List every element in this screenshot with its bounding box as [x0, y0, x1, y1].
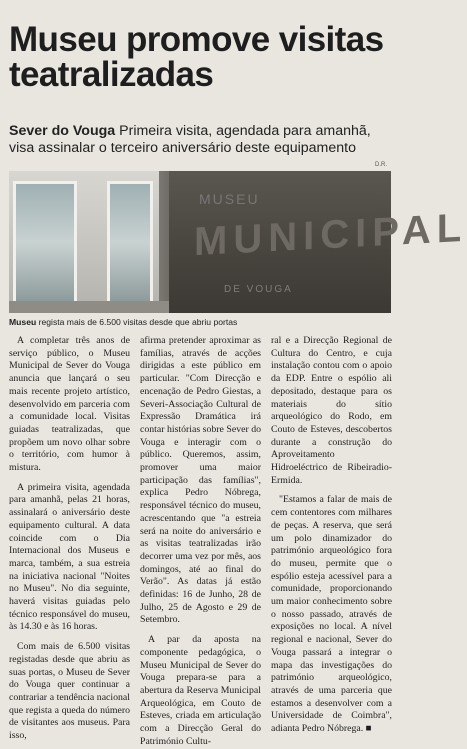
photo-window: [107, 181, 153, 305]
text-column-1: [9, 335, 130, 742]
sign-bottom-text: DE VOUGA: [224, 284, 293, 295]
lead-text: Primeira visita, agendada para amanhã, visa assinalar o terceiro aniversário deste equipamento: [9, 123, 371, 156]
lead-paragraph: [9, 123, 391, 157]
text-column-2: [140, 335, 261, 747]
paragraph: "Estamos a falar de mais de cem contentores com milhares de peças. A reserva, que será um polo dinamizador do património arqueológico fora do museu, permite que o espólio esteja acessível para a comunidade, proporcionando um maior conhecimento sobre o nosso passado, através de exposições no local. A nível regional e nacional, Sever do Vouga passará a integrar o mapa das investigações do património arqueológico, através de uma parceria que estamos a desenvolver com a Universidade de Coimbra", adianta Pedro Nóbrega. ■: [271, 494, 392, 735]
paragraph: Com mais de 6.500 visitas registadas desde que abriu as suas portas, o Museu de Sever do Vouga quer continuar a contrariar a tendência nacional que regista a queda do número de visitantes aos museus. Para isso,: [9, 641, 130, 742]
photo-credit: D.R.: [375, 162, 387, 168]
paragraph: ral e a Direcção Regional de Cultura do Centro, e cuja instalação contou com o apoio da EDP. Entre o espólio ali depositado, destaque para os materiais do sítio arqueológico do Rodo, em Couto de Esteves, descobertos durante a construção do Aproveitamento Hidroeléctrico de Ribeiradio-Ermida.: [271, 335, 392, 486]
photo-floor: [9, 301, 169, 313]
article-photo: [9, 171, 467, 313]
sign-text: MUNICIPAL: [194, 205, 467, 265]
paragraph: A completar três anos de serviço público, o Museu Municipal de Sever do Vouga anuncia que lançará o seu mais recente projeto artístico, desenvolvido em parceria com a comunidade local. Visitas guiadas teatralizadas, que propõem um novo olhar sobre o território, com humor à mistura.: [9, 335, 130, 474]
photo-caption: [9, 317, 391, 328]
paragraph: A par da aposta na componente pedagógica, o Museu Municipal de Sever do Vouga prepara-se para a abertura da Reserva Municipal Arqueológica, em Couto de Esteves, criada em articulação com a Direcção Geral do Património Cultu-: [140, 634, 261, 747]
photo-window: [13, 181, 77, 305]
paragraph: A primeira visita, agendada para amanhã, pelas 21 horas, assinalará o aniversário deste equipamento cultural. A data coincide com o Dia Internacional dos Museus e marca, também, a sua estreia na iniciativa nacional "Noites no Museu". No dia seguinte, haverá visitas guiadas pelo técnico responsável do museu, às 14.30 e às 16 horas.: [9, 481, 130, 633]
sign-small-text: MUSEU: [199, 191, 260, 207]
lead-place: Sever do Vouga: [9, 123, 116, 139]
text-column-3: [271, 335, 392, 735]
caption-text: regista mais de 6.500 visitas desde que abriu portas: [38, 317, 238, 327]
paragraph: afirma pretender aproximar as famílias, através de acções dirigidas a este público em particular. "Com Direcção e encenação de Pedro Giestas, a Severi-Associação Cultural de Expressão Dramática irá contar histórias sobre Sever do Vouga e interagir com o público. Queremos, assim, promover uma maior participação das famílias", explica Pedro Nóbrega, responsável técnico do museu, acrescentando que "a estreia será na noite do aniversário e as visitas teatralizadas irão decorrer uma vez por mês, aos domingos, até ao final do Verão". As datas já estão definidas: 16 de Junho, 28 de Julho, 25 de Agosto e 29 de Setembro.: [140, 335, 261, 626]
headline: Museu promove visitas teatralizadas: [9, 20, 384, 94]
caption-bold: Museu: [9, 317, 37, 327]
